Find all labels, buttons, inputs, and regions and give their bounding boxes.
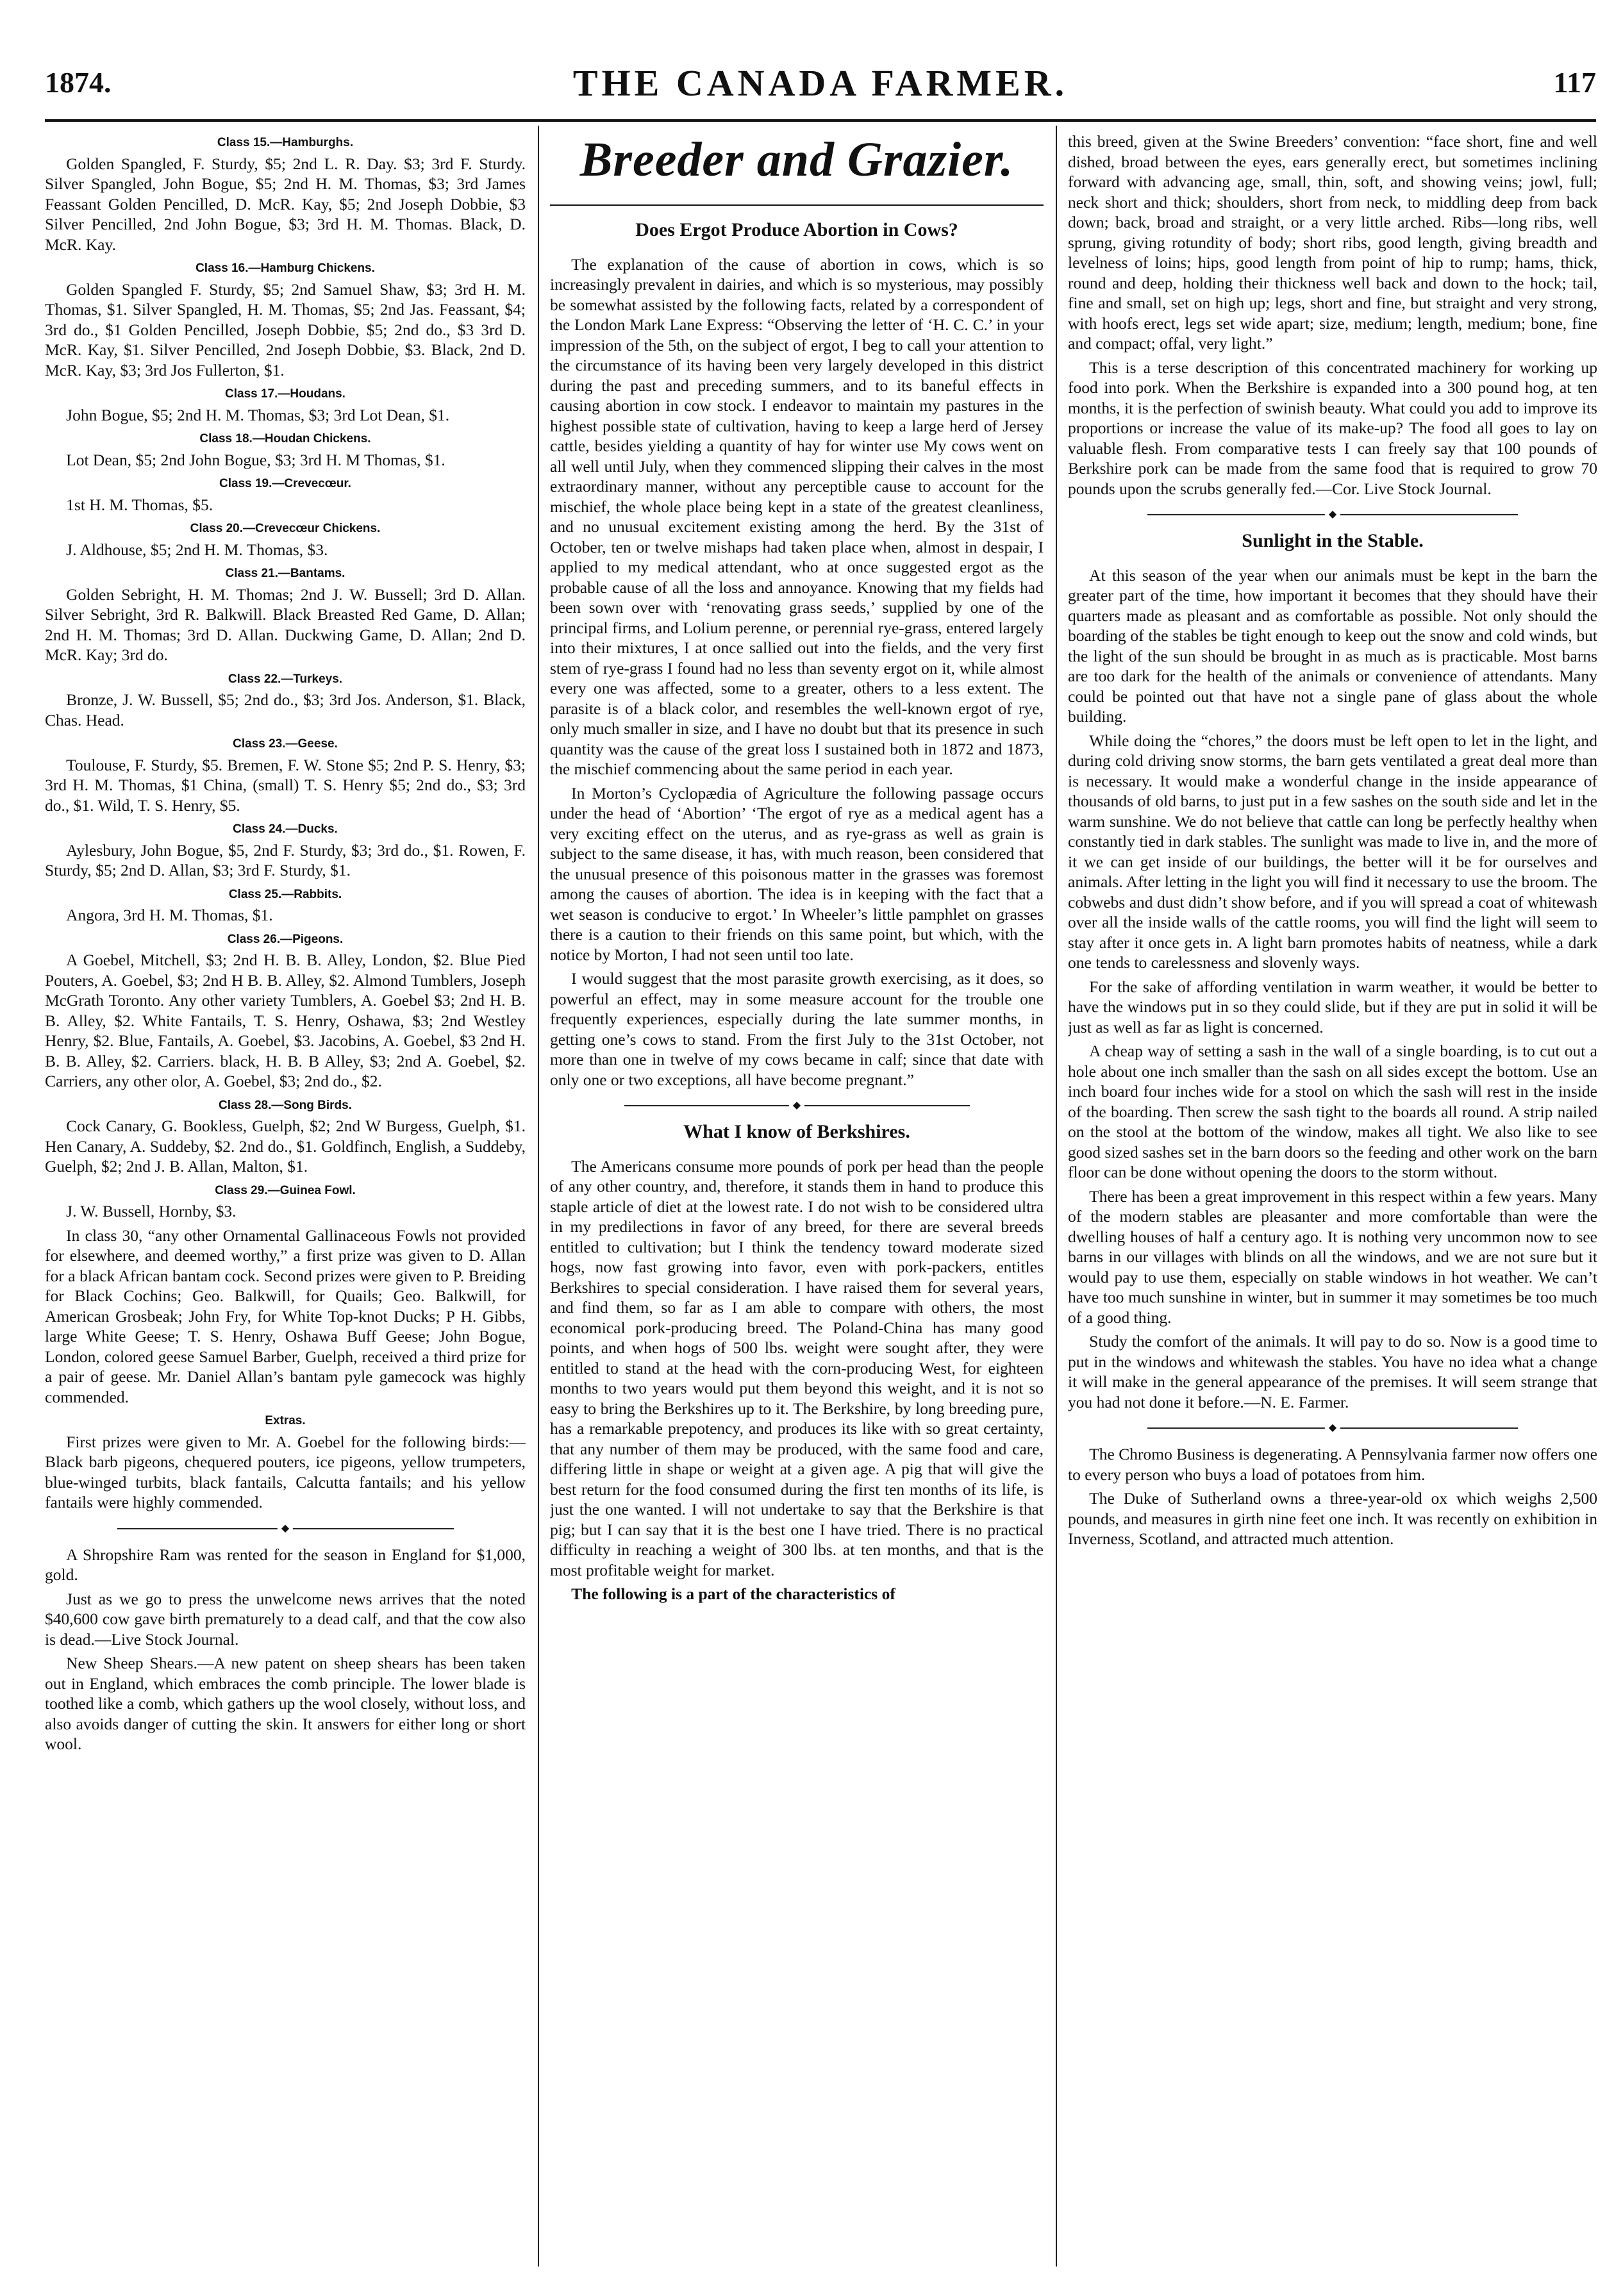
class-heading: Class 23.—Geese. [233,737,338,751]
issue-year: 1874. [45,66,112,99]
paragraph: First prizes were given to Mr. A. Goebel for the following birds:—Black barb pigeons, chequered pouters, ice pigeons, yellow trumpeters, blue-winged turbits, black fantails, Calcutta fantails; and his yellow fantails were highly commended. [45,1432,526,1511]
class-heading: Class 20.—Crevecœur Chickens. [190,522,381,535]
paragraph: The Chromo Business is degenerating. A Pennsylvania farmer now offers one to every person who buys a load of potatoes from him. [1068,1445,1597,1484]
class-heading: Class 25.—Rabbits. [228,887,342,901]
paragraph: In class 30, “any other Ornamental Gallinaceous Fowls not provided for elsewhere, and deemed worthy,” a first prize was given to D. Allan for a black African bantam cock. Second prizes were given to P. Breiding for Black Cochins; Geo. Balkwill, for Quails; Geo. Balkwill, for American Grosbeak; John Fry, for White Top-knot Ducks; P H. Gibbs, large White Geese; T. S. Henry, Oshawa Buff Geese; John Bogue, London, colored geese Samuel Barber, Guelph, received a third prize for a pair of geese. Mr. Daniel Allan’s bantam pyle gamecock was highly commended. [45,1226,526,1406]
class-heading: Class 16.—Hamburg Chickens. [196,262,375,275]
paragraph: Golden Spangled, F. Sturdy, $5; 2nd L. R. Day. $3; 3rd F. Sturdy. Silver Spangled, John Bogue, $5; 2nd H. M. Thomas, $3; 3rd James Feassant Golden Pencilled, D. McR. Kay, $5; 2nd Joseph Dobbie, $3 Silver Pencilled, 2nd John Bogue, $3; 3rd H. M. Thomas. Black, D. McR. Kay. [45,154,526,254]
paragraph: The explanation of the cause of abortion in cows, which is so increasingly prevalent in dairies, and which is so mysterious, may possibly be somewhat assisted by the following facts, related by a correspondent of the London Mark Lane Express: “Observing the letter of ‘H. C. C.’ in your impression of the 5th, on the subject of ergot, I beg to call your attention to the circumstance of its having been very largely developed in this district during the past and preceding summers, and to its baneful effects in causing abortion in cow stock. I endeavor to maintain my pastures in the highest possible state of cultivation, having to keep a large herd of Jersey cattle, besides yielding a quantity of hay for winter use My cows went on all well until July, when they commenced slipping their calves in the most extraordinary manner, without any perceptible cause to account for the mischief, the whole place being kept in a state of the greatest cleanliness, and no unusual excitement existing among the herd. By the 31st of October, ten or twelve mishaps had taken place when, almost in despair, I applied to my medical attendant, who at once suggested ergot as the probable cause of all the loss and annoyance. Knowing that my fields had been sown over with ‘renovating grass seeds,’ supplied by one of the principal firms, and Lolium perenne, or perennial rye-grass, entered largely into their mixtures, I at once sallied out into the fields, and the very first stem of rye-grass I found had no less than seventy ergot on it, while almost every one was affected, some to a greater, others to a less extent. The parasite is of a black color, and resembles the well-known ergot of rye, only much smaller in size, and I have no doubt but that its presence in such quantity was the cause of the great loss I sustained both in 1872 and 1873, the mischief commencing about the same period in each year. [550,254,1044,778]
divider-ornament: ◆ [789,1099,804,1113]
paragraph: A cheap way of setting a sash in the wall of a single boarding, is to cut out a hole about one inch smaller than the sash on all sides except the bottom. Use an inch board four inches wide for a stool on which the sash will rest in the inside of the boarding. Then screw the sash tight to the boards all round. A strip nailed on the stool at the bottom of the window, makes all tight. We also like to see good sized sashes set in the barn doors so the feeding and other work on the barn floor can be done without opening the doors to the storm without. [1068,1042,1597,1181]
paragraph: Aylesbury, John Bogue, $5, 2nd F. Sturdy, $3; 3rd do., $1. Rowen, F. Sturdy, $5; 2nd D. Allan, $3; 3rd F. Sturdy, $1. [45,840,526,879]
paragraph: this breed, given at the Swine Breeders’ convention: “face short, fine and well dished, broad between the eyes, ears generally erect, but sometimes inclining forward with advancing age, small, thin, soft, and showing veins; jowl, full; neck short and thick; shoulders, short from neck, to middling deep from back down; back, broad and straight, or a very little arched. Ribs—long ribs, well sprung, giving rotundity of body; short ribs, good length, giving breadth and levelness of loins; hips, good length from point of hip to rump; hams, thick, round and deep, holding their thickness well back and down to the hock; tail, fine and small, set on high up; legs, short and fine, but straight and very strong, with hoofs erect, legs set wide apart; size, medium; length, medium; bone, fine and compact; offal, very light.” [1068,132,1597,353]
paragraph: I would suggest that the most parasite growth exercising, as it does, so powerful an effect, may in some measure account for the trouble one frequently experiences, especially during the late summer months, in getting one’s cows to stand. From the first July to the 31st October, not more than one in twelve of my cows became in calf; since that date with only one or two exceptions, all have become pregnant.” [550,969,1044,1089]
department-title: Breeder and Grazier. [579,133,1014,187]
section-divider [117,1522,454,1536]
section-divider [1147,1421,1518,1435]
paper-title: THE CANADA FARMER. [572,62,1069,104]
paragraph: Cock Canary, G. Bookless, Guelph, $2; 2nd W Burgess, Guelph, $1. Hen Canary, A. Suddeby, $2. 2nd do., $1. Goldfinch, English, a Suddeby, Guelph, $2; 2nd J. B. Allan, Malton, $1. [45,1117,526,1176]
paragraph: The Americans consume more pounds of pork per head than the people of any other country, and, therefore, it stands them in hand to produce this staple article of diet at the lowest rate. I do not wish to be considered ultra in my predilections in favor of any breed, for there are several breeds entitled to cultivation; but I think the tendency toward moderate sized hogs, now fast growing into favor, even with pork-packers, entitles Berkshires to special consideration. I have raised them for several years, and find them, so far as I am able to compare with others, the most economical pork-producing breed. The Poland-China has many good points, and when hogs of 500 lbs. weight were sought after, they were entitled to stand at the head with the corn-producing West, for eighteen months to two years would put them beyond this weight, and it is not so easy to bring the Berkshires up to it. The Berkshire, by long breeding pure, has a remarkable prepotency, and produces its like with so great certainty, that any number of them may be produced, with the same food and care, differing little in shape or weight at a given age. A pig that will give the best return for the food consumed during the first ten months of its life, is just the one wanted. I will not undertake to say that the Berkshire is that pig; but I can say that it is the best one I have tried. There is no practical difficulty in reaching a weight of 300 lbs. at ten months, and that is the most profitable weight for market. [550,1156,1044,1579]
department-rule [550,204,1044,206]
paragraph: 1st H. M. Thomas, $5. [66,495,213,514]
divider-ornament: ◆ [278,1522,293,1536]
column-middle [550,131,1044,2272]
paragraph: There has been a great improvement in this respect within a few years. Many of the modern stables are pleasanter and more comfortable than were the dwelling houses of half a century ago. It is nothing very uncommon now to see barns in our villages with blinds on all the windows, and we are not sure but it would pay to use them, especially on stable windows in hot weather. We can’t have too much sunshine in winter, but in summer it may sometimes be too much of a good thing. [1068,1186,1597,1327]
column-rule [1056,126,1057,2267]
paragraph: J. W. Bussell, Hornby, $3. [66,1202,237,1220]
paragraph: The following is a part of the characteristics of [571,1585,895,1603]
paragraph: For the sake of affording ventilation in warm weather, it would be better to have the windows put in so they could slide, but if they are put in solid it will be just as well as far as light is concerned. [1068,977,1597,1036]
class-heading: Extras. [265,1414,306,1427]
class-heading: Class 24.—Ducks. [233,822,338,836]
column-right [1068,131,1597,2272]
paragraph: John Bogue, $5; 2nd H. M. Thomas, $3; 3rd Lot Dean, $1. [66,405,450,424]
class-heading: Class 29.—Guinea Fowl. [215,1183,356,1197]
paragraph: A Shropshire Ram was rented for the season in England for $1,000, gold. [45,1545,526,1584]
paragraph: Angora, 3rd H. M. Thomas, $1. [66,906,273,924]
paragraph: At this season of the year when our animals must be kept in the barn the greater part of the time, how important it becomes that they should have their quarters made as pleasant and as comfortable as possible. Not only should the boarding of the stables be tight enough to keep out the snow and cold winds, but the light of the sun should be brought in as much as is practicable. Most barns are too dark for the health of the animals or convenience of attendants. Many could be pointed out that have not a single pane of glass about the whole building. [1068,565,1597,726]
section-divider [1147,508,1518,522]
paragraph: This is a terse description of this concentrated machinery for working up food into pork. When the Berkshire is expanded into a 300 pound hog, at ten months, it is the perfection of swinish beauty. What could you add to improve its proportions or increase the value of its make-up? The food all goes to lay on valuable flesh. From comparative tests I can freely say that 100 pounds of Berkshire pork can be made from the same food that is required to grow 70 pounds upon the scrubs generally fed.—Cor. Live Stock Journal. [1068,358,1597,498]
column-middle-body [550,220,1044,1604]
paragraph: Just as we go to press the unwelcome news arrives that the noted $40,600 cow gave birth prematurely to a dead calf, and that the cow also is dead.—Live Stock Journal. [45,1589,526,1649]
class-heading: Class 22.—Turkeys. [228,672,343,686]
article-title: Does Ergot Produce Abortion in Cows? [635,219,958,240]
divider-ornament: ◆ [1325,1421,1340,1435]
class-heading: Class 18.—Houdan Chickens. [199,432,371,445]
page-number: 117 [1553,66,1596,99]
paragraph: Toulouse, F. Sturdy, $5. Bremen, F. W. Stone $5; 2nd P. S. Henry, $3; 3rd H. M. Thomas, $1 China, (small) T. S. Henry $5; 2nd do., $3; 3rd do., $1. Wild, T. S. Henry, $5. [45,755,526,815]
paragraph: Golden Spangled F. Sturdy, $5; 2nd Samuel Shaw, $3; 3rd H. M. Thomas, $1. Silver Spangled, H. M. Thomas, $5; 2nd Jas. Feassant, $4; 3rd do., $1 Golden Pencilled, Joseph Dobbie, $5; 2nd do., $3 3rd D. McR. Kay, $1. Silver Pencilled, 2nd Joseph Dobbie, $3. Black, 2nd D. McR. Kay, $3; 3rd Jos Fullerton, $1. [45,279,526,379]
class-heading: Class 26.—Pigeons. [227,932,344,946]
paragraph: The Duke of Sutherland owns a three-year-old ox which weighs 2,500 pounds, and measures in girth nine feet one inch. It was recently on exhibition in Inverness, Scotland, and attracted much attention. [1068,1489,1597,1548]
class-heading: Class 21.—Bantams. [225,567,345,580]
paragraph: Study the comfort of the animals. It will pay to do so. Now is a good time to put in the windows and whitewash the stables. You have no idea what a change it will make in the general appearance of the premises. It will seem strange that you had not done it before.—N. E. Farmer. [1068,1332,1597,1411]
divider-ornament: ◆ [1325,508,1340,522]
class-heading: Class 28.—Song Birds. [218,1098,352,1112]
section-divider [624,1099,970,1113]
paragraph: While doing the “chores,” the doors must be left open to let in the light, and during cold driving snow storms, the barn gets ventilated a great deal more than is necessary. It would make a wonderful change in the inside appearance of thousands of old barns, to just put in a few sashes on the south side and let in the warm sunshine. We do not believe that cattle can long be perfectly healthy when constantly tied in dark stables. The sunlight was made to live in, and the more of it we can get inside of our buildings, the better will it be for ourselves and animals. After letting in the light you will find it necessary to use the broom. The cobwebs and dust didn’t show before, and if you will spread a coat of whitewash over all the inside walls of the cattle rooms, you will find the light will seem to stay after it once gets in. A light barn promotes habits of neatness, while a dark one tends to carelessness and slovenly ways. [1068,731,1597,972]
article-title: Sunlight in the Stable. [1242,530,1424,551]
paragraph: New Sheep Shears.—A new patent on sheep shears has been taken out in England, which embraces the comb principle. The lower blade is toothed like a comb, which gathers up the wool closely, without loss, and also avoids danger of cutting the skin. It answers for either long or short wool. [45,1654,526,1753]
class-heading: Class 15.—Hamburghs. [217,136,354,149]
paragraph: Lot Dean, $5; 2nd John Bogue, $3; 3rd H. M Thomas, $1. [66,450,445,469]
header-rule [45,119,1596,122]
class-heading: Class 19.—Crevecœur. [219,477,351,490]
column-left [45,131,526,2272]
paragraph: In Morton’s Cyclopædia of Agriculture the following passage occurs under the head of ‘Abortion’ ‘The ergot of rye as a medical agent has a very exciting effect on the uterus, and as rye-grass as well as grain is subject to the same disease, it has, with much reason, been considered that the unusual presence of this poisonous matter in the grasses was foremost among the causes of abortion. The idea is in keeping with the fact that a wet season is conducive to ergot.’ In Wheeler’s little pamphlet on grasses there is a caution to their friends on this same point, but which, with the notice by Morton, I had not seen until too late. [550,783,1044,964]
article-title: What I know of Berkshires. [683,1121,910,1142]
paragraph: Golden Sebright, H. M. Thomas; 2nd J. W. Bussell; 3rd D. Allan. Silver Sebright, 3rd R. Balkwill. Black Breasted Red Game, D. Allan; 2nd H. M. Thomas; 3rd D. Allan. Duckwing Game, D. Allan; 2nd D. McR. Kay; 3rd do. [45,585,526,664]
column-rule [538,126,539,2267]
masthead [45,62,1596,113]
paragraph: Bronze, J. W. Bussell, $5; 2nd do., $3; 3rd Jos. Anderson, $1. Black, Chas. Head. [45,690,526,729]
paragraph: J. Aldhouse, $5; 2nd H. M. Thomas, $3. [66,540,328,559]
paragraph: A Goebel, Mitchell, $3; 2nd H. B. B. Alley, London, $2. Blue Pied Pouters, A. Goebel, $3; 2nd H B. B. Alley, $2. Almond Tumblers, Joseph McGrath Toronto. Any other variety Tumblers, A. Goebel $3; 2nd H. B. B. Alley, $2. White Fantails, T. S. Henry, Oshawa, $3; 2nd Westley Henry, $2. Blue, Fantails, A. Goebel, $3. Jacobins, A. Goebel, $3 2nd H. B. B. Alley, $2. Carriers. black, H. B. B Alley, $3; 2nd A. Goebel, $2. Carriers, any other olor, A. Goebel, $3; 2nd do., $2. [45,951,526,1090]
class-heading: Class 17.—Houdans. [225,387,345,401]
